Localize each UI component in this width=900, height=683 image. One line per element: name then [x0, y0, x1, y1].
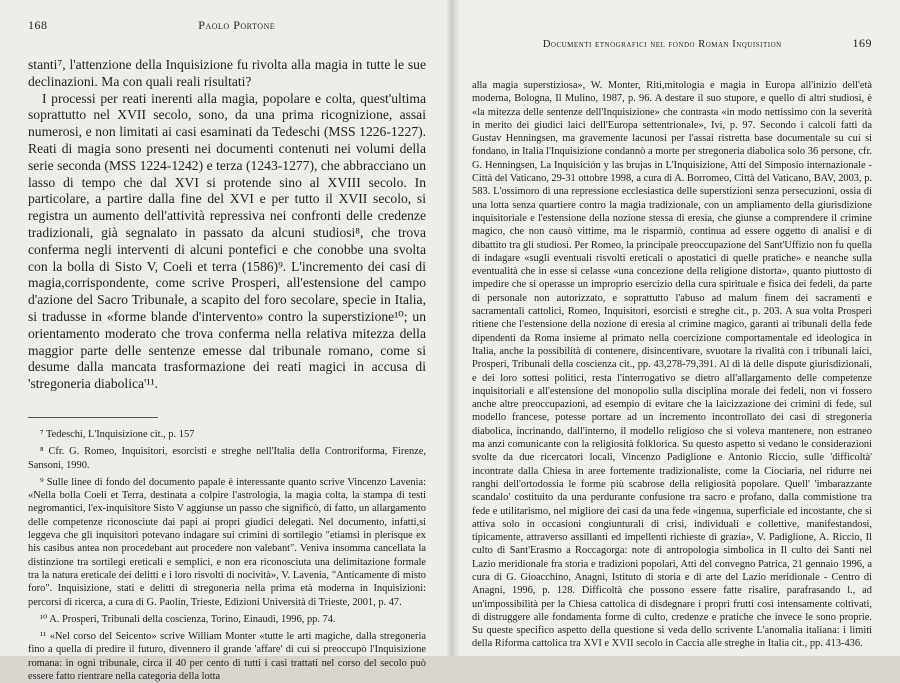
right-footnotes — [472, 79, 872, 651]
right-running-head — [472, 36, 872, 51]
footnote: ⁹ Sulle linee di fondo del documento papale è interessante quanto scrive Vincenzo Lavenia: «Nella bolla Coeli et Terra, destinata a colpire l'astrologia, la magia colta, la stampa di testi negromantici, l'ex-inquisitore Sisto V aggiunse un passo che significò, di fatto, un allargamento delle competenze riconosciute dai papi ai propri giudici delegati. Nel documento, infatti,si leggeva che gli inquisitori potevano indagare sui crimini di sortilegio "etiamsi in plerisque ex his casibus antea non procedebant aut procedere non valebant". Veniva insomma cancellata la distinzione tra sortilegi ereticali e semplici, e non era riconosciuta una delimitazione formale tra la natura ereticale dei delitti e i loro risvolti di nocività», V. Lavenia, "Anticamente di misto foro". Inquisizione, stati e delitti di stregoneria nella prima età moderna in Inquisizioni: percorsi di ricerca, a cura di G. Paolin, Trieste, Edizioni Università di Trieste, 2001, p. 47. — [28, 476, 426, 608]
left-footnotes — [28, 428, 426, 683]
right-page — [452, 0, 900, 656]
left-body-text — [28, 57, 426, 393]
right-page-number: 169 — [852, 36, 872, 50]
body-paragraph: stanti⁷, l'attenzione della Inquisizione fu rivolta alla magia in tutte le sue declinazioni. Ma con quali reali risultati? — [28, 57, 426, 89]
footnote-separator — [28, 417, 158, 418]
footnote-continuation: alla magia superstiziosa», W. Monter, Riti,mitologia e magia in Europa all'inizio dell'età moderna, Bologna, Il Mulino, 1987, p. 96. A destare il suo stupore, e quello di altri studiosi, è «la mitezza delle sentenze dell'Inquisizione» che contrasta «in modo nettissimo con la severità in merito dei giudici laici dell'Europa settentrionale», Ivi, p. 97. Secondo i calcoli fatti da Gustav Henningsen, ma gravemente lacunosi per l'assai ristretta base documentale su cui si fondano, in Italia l'Inquisizione condannò a morte per stregoneria diabolica solo 36 persone, cfr. G. Henningsen, La Inquisición y las brujas in L'Inquisizione, Atti del Simposio internazionale - Città del Vaticano, 29-31 ottobre 1998, a cura di A. Borromeo, Città del Vaticano, BAV, 2003, p. 583. L'ossimoro di una repressione ecclesiastica delle superstizioni senza persecuzioni, ossia di una lotta senza quartiere contro la magia tradizionale, con un ampliamento della giurisdizione inquisitoriale e l'estensione della nozione stessa di eresia, che giunse a comprendere il crimine magico, che non causò vittime, ma le risparmiò, continua ad essere oggetto di analisi e di dibattito tra gli studiosi. Per Romeo, la principale preoccupazione del Sant'Uffizio non fu quella di indagare «sugli eventuali risvolti ereticali o apostatici di quelle pratiche» e neanche sulla eventualità che in esse si celasse «una concezione della religione distorta», quanto piuttosto di impedire che si operasse un improprio esercizio della cura spirituale e fisica dei fedeli, da parte di personale non autorizzato, e soprattutto l'abuso ad malum finem dei sacramenti e sacramentali cattolici, Romeo, Inquisitori, esorcisti e streghe cit., p. 203. A sua volta Prosperi ritiene che l'estensione della nozione di eresia al crimine magico, garantì ai tribunali della fede dipendenti da Roma insieme al primato nella coercizione comportamentale ed ideologica in Italia, anche la possibilità di contenere, disincentivare, svuotare la rivalità con i tribunali laici, Prosperi, Tribunali della coscienza cit., pp. 43,278-79,391. Al di là delle dispute giurisdizionali, e dei loro sottesi politici, resta l'interrogativo se dietro all'allargamento delle competenze inquisitoriali e all'estensione del monopolio sulla disciplina morale dei fedeli, non vi fossero anche altre preoccupazioni, ad esempio di evitare che la laicizzazione dei crimini di fede, sul modello francese, potesse portare ad un incremento incontrollato dei casi di stregoneria diabolica, incrinando, dall'interno, il modello religioso che si voleva mantenere, non estraneo ma anzi comunicante con la religiosità folklorica. Su questo aspetto si vedano le considerazioni svolte da due ricercatori locali, Vincenzo Padiglione e Antonio Riccio, sulle 'difficoltà' incontrate dalla Chiesa in aree fortemente tradizionaliste, come la Ciociaria, nel ridurre nei ranghi dell'ortodossia le forme più scabrose della religiosità popolare. Quell' 'imbarazzante scandalo' costituito da una perdurante confusione tra sacro e profano, dalla commistione tra fede e utilitarismo, nel migliore dei casi da una fede «ingenua, superficiale ed incostante, che si attiva solo in occasioni congiunturali di crisi, individuali e collettive, manifestandosi, tipicamente, attraverso assillanti ed impellenti richieste di grazia», V. Padiglione, A. Riccio, Il culto di Sant'Erasmo a Roccagorga: note di antropologia simbolica in Il culto dei Santi nel Lazio meridionale fra storia e tradizioni popolari, Atti del convegno Patrica, 21 gennaio 1996, a cura di G. Gioacchino, Anagni, Istituto di storia e di arte del Lazio meridionale - Centro di Anagni, 1996, p. 128. Difficoltà che possono essere fatte risalire, parafrasando l., ad un'impossibilità per la Chiesa cattolica di disdegnare i propri frutti così intensamente coltivati, di distruggere alle fondamenta forme di culto, credenze e pratiche che invece le sono proprie. Su queste specifico aspetto della questione si veda dello scrivente L'anomalia italiana: i limiti della Riforma cattolica tra XVI e XVII secolo in Caccia alle streghe in Italia cit., pp. 413-436. — [472, 80, 872, 650]
right-running-title: Documenti etnografici nel fondo Roman Inquisition — [542, 39, 782, 50]
left-running-title: Paolo Portone — [198, 18, 276, 32]
left-running-head — [28, 18, 426, 33]
footnote: ¹¹ «Nel corso del Seicento» scrive William Monter «tutte le arti magiche, dalla stregoneria fino a quella di predire il futuro, divennero il grande 'affare' di cui si preoccupò l'Inquisizione romana: in ogni tribunale, circa il 40 per cento di tutti i casi trattati nel corso del secolo può essere fatto rientrare nella categoria della lotta — [28, 631, 426, 682]
left-page-number: 168 — [28, 18, 48, 32]
body-paragraph: I processi per reati inerenti alla magia, popolare e colta, quest'ultima soprattutto nel XVII secolo, sono, da una prima ricognizione, assai numerosi, e non limitati ai casi esaminati da Tedeschi (MSS 1226-1227). Reati di magia sono presenti nei documenti contenuti nei volumi della serie seconda (MSS 1224-1242) e terza (1243-1277), che abbracciano un lasso di tempo che dal XVI si protende sino al XVIII secolo. In particolare, a partire dalla fine del XVI e per tutto il XVII secolo, si registra un aumento dell'attività repressiva nei confronti delle credenze tradizionali, già segnalato in passato da alcuni studiosi⁸, che trova conferma negli interventi di alcuni pontefici e che conobbe una svolta con la bolla di Sisto V, Coeli et terra (1586)⁹. L'incremento dei casi di magia,corrispondente, come scrive Prosperi, all'estensione del campo d'azione del Sacro Tribunale, a scapito del foro secolare, specie in Italia, si tradusse in «forme blande d'intervento» contro la superstizione¹⁰; un orientamento moderato che trova conferma nella relativa mitezza della maggior parte delle sentenze emesse dal tribunale romano, come si desume dalla mancata trasformazione dei reati magici in accusa di 'stregoneria diabolica'¹¹. — [28, 90, 426, 392]
footnote: ¹⁰ A. Prosperi, Tribunali della coscienza, Torino, Einaudi, 1996, pp. 74. — [40, 613, 336, 625]
footnote: ⁸ Cfr. G. Romeo, Inquisitori, esorcisti e streghe nell'Italia della Controriforma, Firenze, Sansoni, 1990. — [28, 446, 426, 471]
footnote: ⁷ Tedeschi, L'Inquisizione cit., p. 157 — [40, 428, 195, 440]
